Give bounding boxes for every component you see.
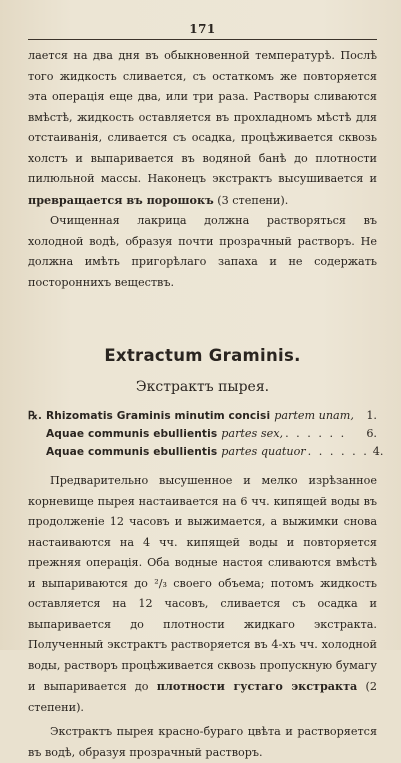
paragraph-licorice-preparation: [28, 46, 377, 211]
ingredient-quantity: 4.: [372, 445, 384, 458]
paragraph-3-tail: (2 степени).: [28, 680, 377, 714]
recipe-block: [28, 407, 384, 461]
section-heading: Extractum Graminis.: [104, 346, 301, 365]
page-number: 171: [189, 22, 216, 36]
recipe-symbol: ℞.: [28, 408, 42, 422]
header-rule: [28, 39, 377, 40]
recipe-line: [28, 443, 384, 461]
section-gap: [28, 293, 377, 345]
paragraph-1-bold: превращается въ порошокъ: [28, 192, 214, 207]
paragraph-extract-description: Экстрактъ пырея красно-бураго цвѣта и растворяется въ водѣ, образуя прозрачный растворъ.: [28, 725, 377, 759]
recipe-line: [28, 407, 377, 425]
ingredient-name: Aquae communis ebullientis: [46, 428, 218, 440]
leader-dots: . . . . . .: [285, 427, 347, 440]
paragraph-licorice-quality: Очищенная лакрица должна растворяться въ холодной водѣ, образуя почти прозрачный растворъ. Не должна имѣть пригорѣлаго запаха и не содержать постороннихъ веществъ.: [28, 214, 377, 289]
ingredient-quantity: 6.: [366, 427, 377, 440]
paragraph-3-text: Предварительно высушенное и мелко изрѣзанное корневище пырея настаивается на 6 чч. кипящей воды въ продолженіе 12 часовъ и выжимается, а выжимки снова настаиваются на 4 чч. кипящей воды и повторяется прежняя операція. Оба водные настоя сливаются вмѣстѣ и выпариваются до ²/₃ своего объема; потомъ жидкость оставляется на 12 часовъ, сливается съ осадка и выпаривается до плотности жидкаго экстракта. Полученный экстрактъ растворяется въ 4-хъ чч. холодной воды, растворъ процѣживается сквозь пропускную бумагу и выпаривается до: [28, 474, 377, 693]
recipe-line: [28, 425, 377, 443]
ingredient-name: Rhizomatis Graminis minutim concisi: [46, 410, 271, 422]
paragraph-3-bold: плотности густаго экстракта: [156, 679, 358, 693]
ingredient-part: partes sex,: [221, 427, 284, 440]
ingredient-name: Aquae communis ebullientis: [46, 446, 218, 458]
ingredient-quantity: 1.: [366, 409, 377, 422]
paragraph-1-tail: (3 степени).: [213, 193, 289, 207]
paragraph-1-text: лается на два дня въ обыкновенной температурѣ. Послѣ того жидкость сливается, съ остаткомъ же повторяется эта операція еще два, или три раза. Растворы сливаются вмѣстѣ, жидкость оставляется въ прохладномъ мѣстѣ для отстаиванія, сливается съ осадка, процѣживается сквозь холстъ и выпаривается въ водяной банѣ до плотности пилюльной массы. Наконецъ экстрактъ высушивается и: [28, 49, 377, 185]
paragraph-preparation-method: [28, 471, 377, 718]
leader-dots: . . . . . .: [307, 445, 369, 458]
ingredient-part: partem unam,: [274, 409, 354, 422]
ingredient-part: partes quatuor: [221, 445, 306, 458]
section-subheading: Экстрактъ пырея.: [135, 379, 270, 395]
